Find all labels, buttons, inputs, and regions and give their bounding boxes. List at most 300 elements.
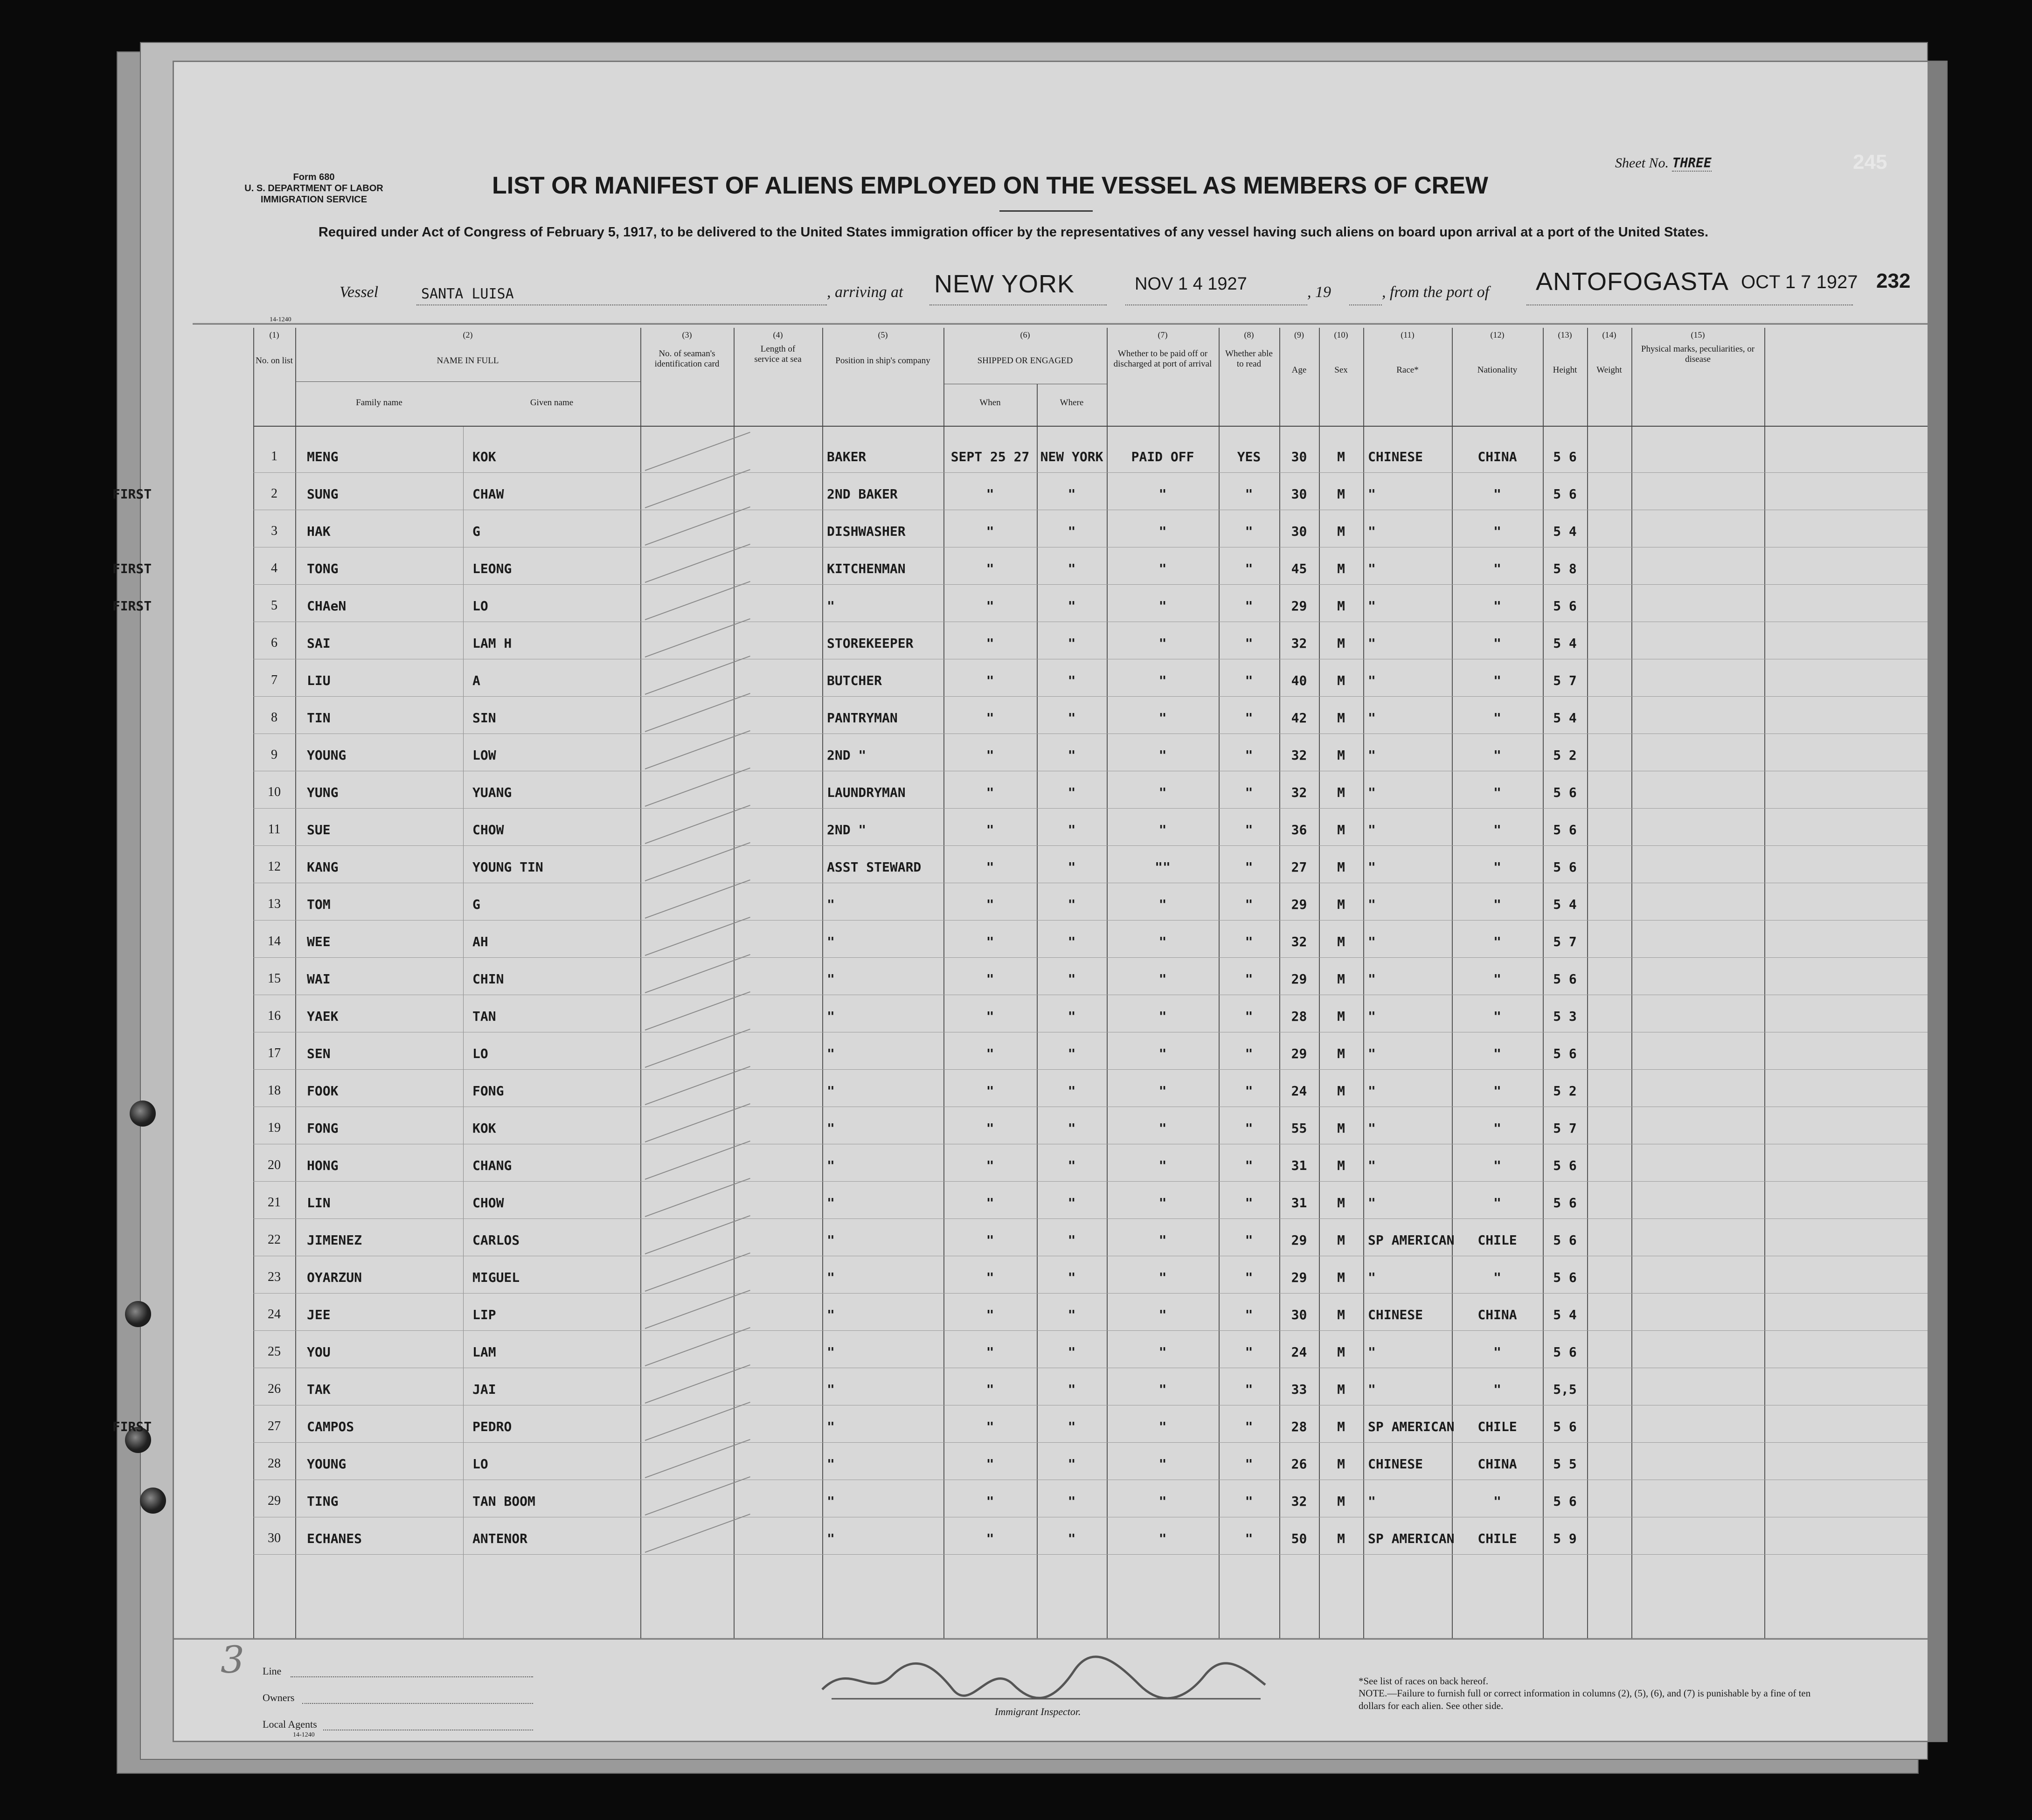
vessel-fill-line <box>416 304 827 305</box>
cell-sex: M <box>1337 710 1345 726</box>
cell-no: 3 <box>271 524 277 538</box>
cell-given: CHIN <box>472 971 504 987</box>
cell-when: " <box>986 1344 994 1360</box>
cell-position: " <box>827 1419 835 1434</box>
cell-where: " <box>1068 1494 1076 1509</box>
cell-height: 5 6 <box>1553 449 1577 464</box>
cell-no: 24 <box>268 1307 281 1322</box>
cell-sex: M <box>1337 897 1345 912</box>
cell-when: " <box>986 1195 994 1211</box>
cell-mark: FIRST <box>112 1419 152 1434</box>
cell-given: LO <box>472 1456 488 1472</box>
cell-read: " <box>1245 561 1253 576</box>
cell-sex: M <box>1337 1195 1345 1211</box>
cell-family: YAEK <box>307 1009 339 1024</box>
cell-paid: " <box>1158 1121 1167 1136</box>
manifest-number: 232 <box>1876 270 1911 292</box>
cell-nat: CHILE <box>1477 1419 1517 1434</box>
cell-no: 9 <box>271 747 277 762</box>
cell-sex: M <box>1337 747 1345 763</box>
cell-no: 18 <box>268 1083 281 1098</box>
cell-no: 11 <box>268 822 281 837</box>
cell-where: " <box>1068 1419 1076 1434</box>
cell-nat: CHINA <box>1477 1456 1517 1472</box>
cell-family: SUNG <box>307 486 339 502</box>
cell-sex: M <box>1337 1158 1345 1173</box>
col-num: (7) <box>1158 330 1168 339</box>
title-rule <box>999 210 1093 212</box>
col-num: (1) <box>269 330 279 339</box>
cell-read: " <box>1245 897 1253 912</box>
cell-nat: " <box>1493 934 1501 949</box>
cell-age: 45 <box>1291 561 1307 576</box>
cell-given: YUANG <box>472 785 512 800</box>
cell-position: " <box>827 1009 835 1024</box>
cell-height: 5 2 <box>1553 747 1577 763</box>
cell-age: 29 <box>1291 897 1307 912</box>
cell-sex: M <box>1337 561 1345 576</box>
cell-paid: " <box>1158 1270 1167 1285</box>
cell-family: CHAeN <box>307 598 347 614</box>
cell-sex: M <box>1337 673 1345 688</box>
crew-table <box>112 328 1928 1638</box>
cell-where: " <box>1068 934 1076 949</box>
cell-no: 16 <box>268 1009 281 1023</box>
cell-height: 5 6 <box>1553 1046 1577 1061</box>
pencil-check-mark <box>645 432 750 471</box>
cell-family: HAK <box>307 524 331 539</box>
cell-height: 5 7 <box>1553 1121 1577 1136</box>
cell-where: " <box>1068 1456 1076 1472</box>
cell-family: HONG <box>307 1158 339 1173</box>
page-edge <box>1928 62 1946 1741</box>
cell-race: SP AMERICAN <box>1368 1531 1455 1546</box>
cell-age: 32 <box>1291 636 1307 651</box>
note-races: *See list of races on back hereof. <box>1359 1675 1489 1687</box>
cell-paid: " <box>1158 673 1167 688</box>
table-row <box>174 1079 1928 1116</box>
col-num: (9) <box>1294 330 1304 339</box>
cell-age: 50 <box>1291 1531 1307 1546</box>
cell-age: 32 <box>1291 785 1307 800</box>
cell-race: " <box>1368 524 1376 539</box>
cell-mark: FIRST <box>112 598 152 614</box>
header-shipped: SHIPPED OR ENGAGED <box>977 356 1073 366</box>
header-age: Age <box>1291 365 1307 375</box>
cell-sex: M <box>1337 1009 1345 1024</box>
sheet-number <box>1615 155 1712 171</box>
header-weight: Weight <box>1596 365 1622 375</box>
cell-family: WAI <box>307 971 331 987</box>
table-row <box>112 1414 1928 1452</box>
table-row <box>174 1489 1928 1526</box>
port-fill-line <box>929 304 1107 305</box>
header-read: Whether able to read <box>1225 349 1273 369</box>
cell-given: LAM <box>472 1344 496 1360</box>
sheet-label: Sheet No. <box>1615 155 1669 171</box>
cell-family: TIN <box>307 710 331 726</box>
header-position: Position in ship's company <box>835 356 930 366</box>
table-row <box>174 1377 1928 1414</box>
cell-nat: " <box>1493 486 1501 502</box>
col-num: (4) <box>773 330 783 339</box>
cell-given: ANTENOR <box>472 1531 528 1546</box>
cell-paid: " <box>1158 1419 1167 1434</box>
cell-no: 21 <box>268 1195 281 1210</box>
table-row <box>174 929 1928 967</box>
cell-where: " <box>1068 524 1076 539</box>
service: IMMIGRATION SERVICE <box>260 194 368 205</box>
cell-no: 23 <box>268 1270 281 1284</box>
cell-race: CHINESE <box>1368 449 1423 464</box>
sheet-value: THREE <box>1672 155 1712 171</box>
cell-age: 30 <box>1291 486 1307 502</box>
cell-height: 5 6 <box>1553 486 1577 502</box>
cell-height: 5 4 <box>1553 897 1577 912</box>
table-row <box>174 1228 1928 1265</box>
cell-when: " <box>986 934 994 949</box>
cell-read: YES <box>1237 449 1261 464</box>
cell-read: " <box>1245 1456 1253 1472</box>
cell-where: " <box>1068 1046 1076 1061</box>
cell-race: " <box>1368 636 1376 651</box>
cell-age: 32 <box>1291 747 1307 763</box>
table-row <box>112 556 1928 594</box>
cell-where: " <box>1068 673 1076 688</box>
cell-age: 29 <box>1291 971 1307 987</box>
cell-when: " <box>986 1382 994 1397</box>
cell-race: SP AMERICAN <box>1368 1232 1455 1248</box>
col-num: (14) <box>1602 330 1616 339</box>
cell-given: LO <box>472 1046 488 1061</box>
cell-paid: " <box>1158 822 1167 837</box>
cell-paid: " <box>1158 785 1167 800</box>
cell-height: 5 6 <box>1553 1270 1577 1285</box>
binder-hole <box>125 1301 151 1327</box>
cell-no: 25 <box>268 1344 281 1359</box>
cell-race: " <box>1368 1121 1376 1136</box>
table-row <box>112 594 1928 631</box>
cell-family: ECHANES <box>307 1531 362 1546</box>
cell-position: " <box>827 1531 835 1546</box>
cell-given: G <box>472 897 480 912</box>
cell-given: CHOW <box>472 1195 504 1211</box>
cell-paid: " <box>1158 1158 1167 1173</box>
cell-race: " <box>1368 934 1376 949</box>
cell-race: " <box>1368 859 1376 875</box>
cell-family: SEN <box>307 1046 331 1061</box>
cell-paid: " <box>1158 486 1167 502</box>
cell-sex: M <box>1337 1344 1345 1360</box>
cell-where: " <box>1068 897 1076 912</box>
table-row <box>174 1265 1928 1302</box>
cell-sex: M <box>1337 1307 1345 1322</box>
cell-no: 4 <box>271 561 277 575</box>
cell-race: " <box>1368 673 1376 688</box>
cell-given: KOK <box>472 449 496 464</box>
table-row <box>174 519 1928 556</box>
cell-height: 5 7 <box>1553 673 1577 688</box>
cell-no: 27 <box>268 1419 281 1433</box>
cell-height: 5 6 <box>1553 1344 1577 1360</box>
cell-where: " <box>1068 486 1076 502</box>
cell-height: 5 6 <box>1553 1195 1577 1211</box>
cell-position: BAKER <box>827 449 867 464</box>
cell-read: " <box>1245 1419 1253 1434</box>
cell-given: TAN <box>472 1009 496 1024</box>
cell-race: " <box>1368 1009 1376 1024</box>
cell-age: 32 <box>1291 1494 1307 1509</box>
header-sex: Sex <box>1334 365 1348 375</box>
cell-height: 5 6 <box>1553 822 1577 837</box>
cell-when: " <box>986 1009 994 1024</box>
cell-position: " <box>827 1382 835 1397</box>
cell-where: " <box>1068 561 1076 576</box>
cell-age: 29 <box>1291 1046 1307 1061</box>
page-title: LIST OR MANIFEST OF ALIENS EMPLOYED ON THE VESSEL AS MEMBERS OF CREW <box>492 172 1488 199</box>
cell-height: 5 6 <box>1553 785 1577 800</box>
cell-height: 5 4 <box>1553 636 1577 651</box>
cell-paid: " <box>1158 598 1167 614</box>
table-row <box>174 892 1928 929</box>
cell-age: 28 <box>1291 1009 1307 1024</box>
cell-when: " <box>986 524 994 539</box>
cell-when: " <box>986 1531 994 1546</box>
from-label: , from the port of <box>1382 284 1490 301</box>
cell-sex: M <box>1337 486 1345 502</box>
cell-paid: " <box>1158 747 1167 763</box>
vessel-name: SANTA LUISA <box>421 286 514 302</box>
cell-sex: M <box>1337 971 1345 987</box>
cell-height: 5 9 <box>1553 1531 1577 1546</box>
table-row <box>174 1153 1928 1190</box>
cell-no: 17 <box>268 1046 281 1060</box>
cell-paid: " <box>1158 1009 1167 1024</box>
cell-age: 29 <box>1291 598 1307 614</box>
table-row <box>174 1452 1928 1489</box>
cell-nat: " <box>1493 1494 1501 1509</box>
cell-family: WEE <box>307 934 331 949</box>
col-num: (13) <box>1558 330 1572 339</box>
cell-age: 27 <box>1291 859 1307 875</box>
cell-race: " <box>1368 971 1376 987</box>
header-when: When <box>979 398 1001 408</box>
table-row <box>174 817 1928 855</box>
table-row <box>174 668 1928 706</box>
cell-when: " <box>986 971 994 987</box>
header-nationality: Nationality <box>1477 365 1518 375</box>
cell-race: " <box>1368 598 1376 614</box>
inspector-label: Immigrant Inspector. <box>995 1706 1081 1717</box>
cell-race: SP AMERICAN <box>1368 1419 1455 1434</box>
cell-position: " <box>827 1121 835 1136</box>
cell-paid: PAID OFF <box>1131 449 1194 464</box>
cell-given: AH <box>472 934 488 949</box>
cell-where: " <box>1068 971 1076 987</box>
vessel-label: Vessel <box>340 284 379 301</box>
cell-age: 40 <box>1291 673 1307 688</box>
cell-no: 6 <box>271 636 277 650</box>
cell-where: " <box>1068 710 1076 726</box>
cell-family: CAMPOS <box>307 1419 354 1434</box>
cell-race: " <box>1368 1195 1376 1211</box>
cell-race: " <box>1368 747 1376 763</box>
cell-given: MIGUEL <box>472 1270 520 1285</box>
cell-age: 29 <box>1291 1270 1307 1285</box>
cell-sex: M <box>1337 934 1345 949</box>
table-row <box>174 1004 1928 1041</box>
cell-no: 28 <box>268 1456 281 1471</box>
cell-when: " <box>986 598 994 614</box>
cell-height: 5 8 <box>1553 561 1577 576</box>
cell-read: " <box>1245 822 1253 837</box>
cell-no: 20 <box>268 1158 281 1172</box>
cell-where: " <box>1068 1344 1076 1360</box>
cell-when: " <box>986 1121 994 1136</box>
cell-where: " <box>1068 636 1076 651</box>
cell-height: 5 4 <box>1553 710 1577 726</box>
cell-height: 5 4 <box>1553 524 1577 539</box>
header-family-name: Family name <box>356 398 402 408</box>
cell-no: 7 <box>271 673 277 687</box>
owners-label: Owners <box>263 1692 295 1703</box>
cell-height: 5 6 <box>1553 1419 1577 1434</box>
cell-family: YOUNG <box>307 747 347 763</box>
cell-height: 5 6 <box>1553 598 1577 614</box>
cell-where: " <box>1068 822 1076 837</box>
cell-sex: M <box>1337 524 1345 539</box>
form-number: Form 680 <box>293 172 335 182</box>
cell-when: " <box>986 1046 994 1061</box>
cell-paid: " <box>1158 561 1167 576</box>
cell-sex: M <box>1337 859 1345 875</box>
cell-when: " <box>986 636 994 651</box>
cell-when: " <box>986 1158 994 1173</box>
cell-read: " <box>1245 598 1253 614</box>
line-label: Line <box>263 1665 282 1677</box>
cell-height: 5 6 <box>1553 1494 1577 1509</box>
cell-age: 33 <box>1291 1382 1307 1397</box>
cell-family: FOOK <box>307 1083 339 1099</box>
cell-where: NEW YORK <box>1040 449 1103 464</box>
cell-family: SAI <box>307 636 331 651</box>
cell-age: 30 <box>1291 449 1307 464</box>
cell-height: 5 6 <box>1553 859 1577 875</box>
cell-read: " <box>1245 1046 1253 1061</box>
cell-position: ASST STEWARD <box>827 859 922 875</box>
cell-nat: " <box>1493 1195 1501 1211</box>
cell-when: " <box>986 1494 994 1509</box>
cell-race: " <box>1368 561 1376 576</box>
cell-nat: CHILE <box>1477 1531 1517 1546</box>
cell-position: " <box>827 1046 835 1061</box>
arrival-date: NOV 1 4 1927 <box>1135 274 1247 294</box>
cell-where: " <box>1068 1270 1076 1285</box>
cell-nat: " <box>1493 1083 1501 1099</box>
cell-family: OYARZUN <box>307 1270 362 1285</box>
cell-paid: " <box>1158 710 1167 726</box>
cell-family: LIU <box>307 673 331 688</box>
cell-nat: " <box>1493 561 1501 576</box>
cell-read: " <box>1245 1382 1253 1397</box>
cell-position: KITCHENMAN <box>827 561 906 576</box>
cell-paid: " <box>1158 1083 1167 1099</box>
cell-family: SUE <box>307 822 331 837</box>
cell-mark: FIRST <box>112 486 152 502</box>
cell-position: " <box>827 1270 835 1285</box>
cell-height: 5 6 <box>1553 1158 1577 1173</box>
cell-family: LIN <box>307 1195 331 1211</box>
cell-given: LAM H <box>472 636 512 651</box>
table-row <box>174 780 1928 817</box>
cell-family: MENG <box>307 449 339 464</box>
cell-when: " <box>986 1232 994 1248</box>
cell-position: " <box>827 1307 835 1322</box>
cell-when: " <box>986 1083 994 1099</box>
cell-nat: " <box>1493 971 1501 987</box>
agents-code: 14-1240 <box>293 1731 315 1738</box>
cell-when: " <box>986 785 994 800</box>
header-race: Race* <box>1396 365 1419 375</box>
cell-age: 31 <box>1291 1195 1307 1211</box>
cell-where: " <box>1068 1083 1076 1099</box>
owners-fill <box>302 1703 533 1704</box>
cell-read: " <box>1245 785 1253 800</box>
cell-nat: " <box>1493 1270 1501 1285</box>
cell-race: " <box>1368 1270 1376 1285</box>
cell-read: " <box>1245 934 1253 949</box>
cell-read: " <box>1245 859 1253 875</box>
table-row <box>174 1190 1928 1228</box>
name-rule <box>295 381 640 382</box>
cell-where: " <box>1068 598 1076 614</box>
cell-position: DISHWASHER <box>827 524 906 539</box>
col-num: (12) <box>1490 330 1505 339</box>
cell-race: " <box>1368 1494 1376 1509</box>
cell-position: " <box>827 1344 835 1360</box>
cell-given: LEONG <box>472 561 512 576</box>
cell-nat: " <box>1493 1046 1501 1061</box>
cell-when: " <box>986 673 994 688</box>
cell-read: " <box>1245 1195 1253 1211</box>
cell-paid: " <box>1158 897 1167 912</box>
cell-race: " <box>1368 1083 1376 1099</box>
cell-paid: " <box>1158 524 1167 539</box>
cell-nat: CHINA <box>1477 1307 1517 1322</box>
cell-height: 5 5 <box>1553 1456 1577 1472</box>
cell-no: 10 <box>268 785 281 799</box>
cell-family: TING <box>307 1494 339 1509</box>
cell-race: " <box>1368 1344 1376 1360</box>
cell-no: 8 <box>271 710 277 725</box>
cell-read: " <box>1245 1494 1253 1509</box>
cell-when: " <box>986 1419 994 1434</box>
table-row <box>174 967 1928 1004</box>
cell-read: " <box>1245 747 1253 763</box>
cell-given: CHAW <box>472 486 504 502</box>
cell-family: TAK <box>307 1382 331 1397</box>
cell-height: 5 4 <box>1553 1307 1577 1322</box>
cell-read: " <box>1245 486 1253 502</box>
manifest-page <box>112 61 1948 1742</box>
header-length-service: Length of service at sea <box>754 344 802 364</box>
col-num: (6) <box>1020 330 1030 339</box>
cell-given: LO <box>472 598 488 614</box>
subtitle: Required under Act of Congress of February 5, 1917, to be delivered to the United States immigration officer by the representatives of any vessel having such aliens on board upon arrival at a port of the United States. <box>318 225 1709 240</box>
cell-paid: "" <box>1155 859 1171 875</box>
cell-no: 5 <box>271 598 277 613</box>
cell-position: " <box>827 598 835 614</box>
